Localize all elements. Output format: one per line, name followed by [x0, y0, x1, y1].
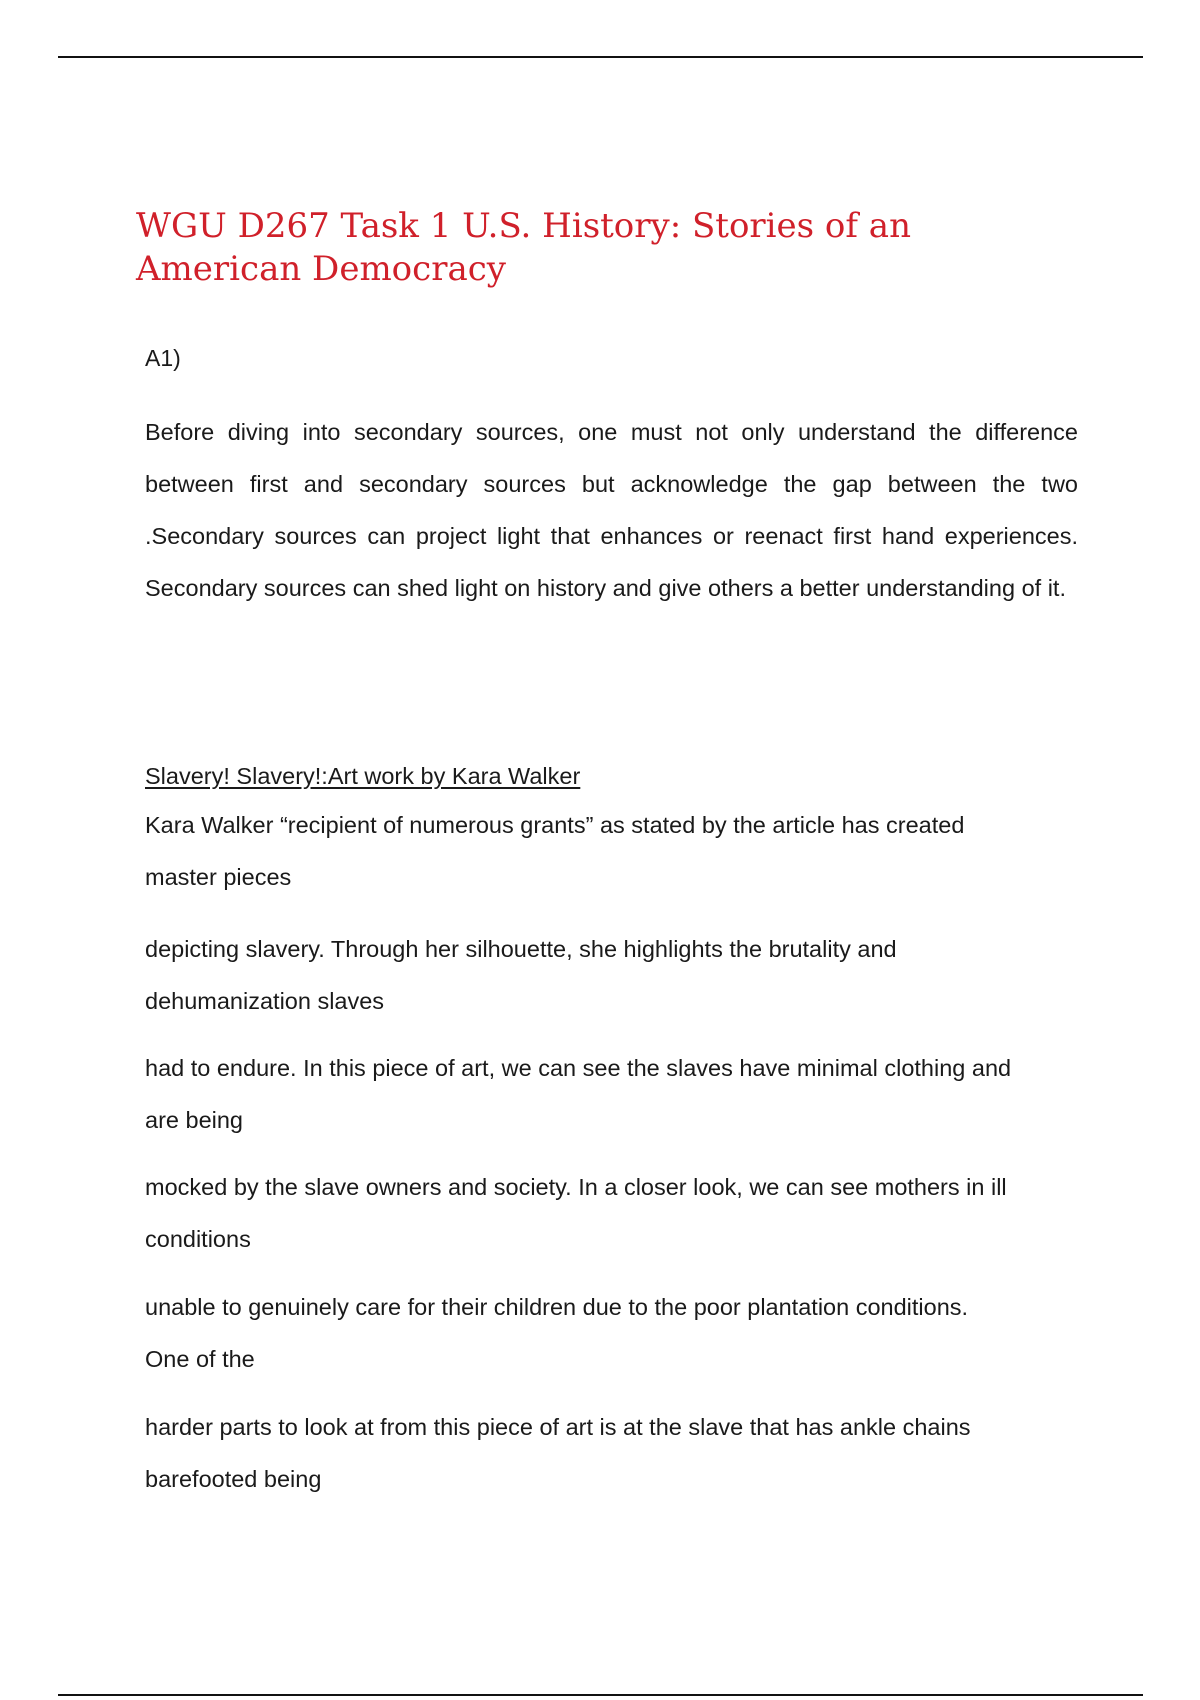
- body-line: dehumanization slaves: [145, 988, 385, 1014]
- bottom-rule: [58, 1694, 1143, 1696]
- body-paragraph-5: [145, 1281, 1105, 1385]
- body-line: depicting slavery. Through her silhouette, she highlights the brutality and: [145, 936, 897, 962]
- article-heading: Slavery! Slavery!:Art work by Kara Walker: [145, 763, 581, 789]
- top-rule: [58, 56, 1143, 58]
- page-title: WGU D267 Task 1 U.S. History: Stories of an American Democracy: [136, 206, 911, 289]
- body-line: master pieces: [145, 864, 292, 890]
- intro-paragraph: Before diving into secondary sources, one must not only understand the difference between first and secondary sources but acknowledge the gap between the two .Secondary sources can project light that enhances or reenact first hand experiences. Secondary sources can shed light on history and give others a better understanding of it.: [145, 419, 1078, 601]
- body-line: had to endure. In this piece of art, we can see the slaves have minimal clothing and: [145, 1055, 1012, 1081]
- body-paragraph-1: [145, 799, 1105, 903]
- body-paragraph-6: [145, 1401, 1105, 1505]
- body-line: One of the: [145, 1346, 255, 1372]
- body-line: barefooted being: [145, 1466, 322, 1492]
- body-line: mocked by the slave owners and society. In a closer look, we can see mothers in ill: [145, 1174, 1007, 1200]
- body-line: are being: [145, 1107, 243, 1133]
- body-line: unable to genuinely care for their children due to the poor plantation conditions.: [145, 1294, 969, 1320]
- body-line: Kara Walker “recipient of numerous grants” as stated by the article has created: [145, 812, 965, 838]
- body-line: harder parts to look at from this piece of art is at the slave that has ankle chains: [145, 1414, 971, 1440]
- body-paragraph-4: [145, 1161, 1105, 1265]
- section-label: A1): [145, 345, 181, 371]
- body-paragraph-3: [145, 1042, 1105, 1146]
- body-paragraph-2: [145, 923, 1105, 1027]
- body-line: conditions: [145, 1226, 251, 1252]
